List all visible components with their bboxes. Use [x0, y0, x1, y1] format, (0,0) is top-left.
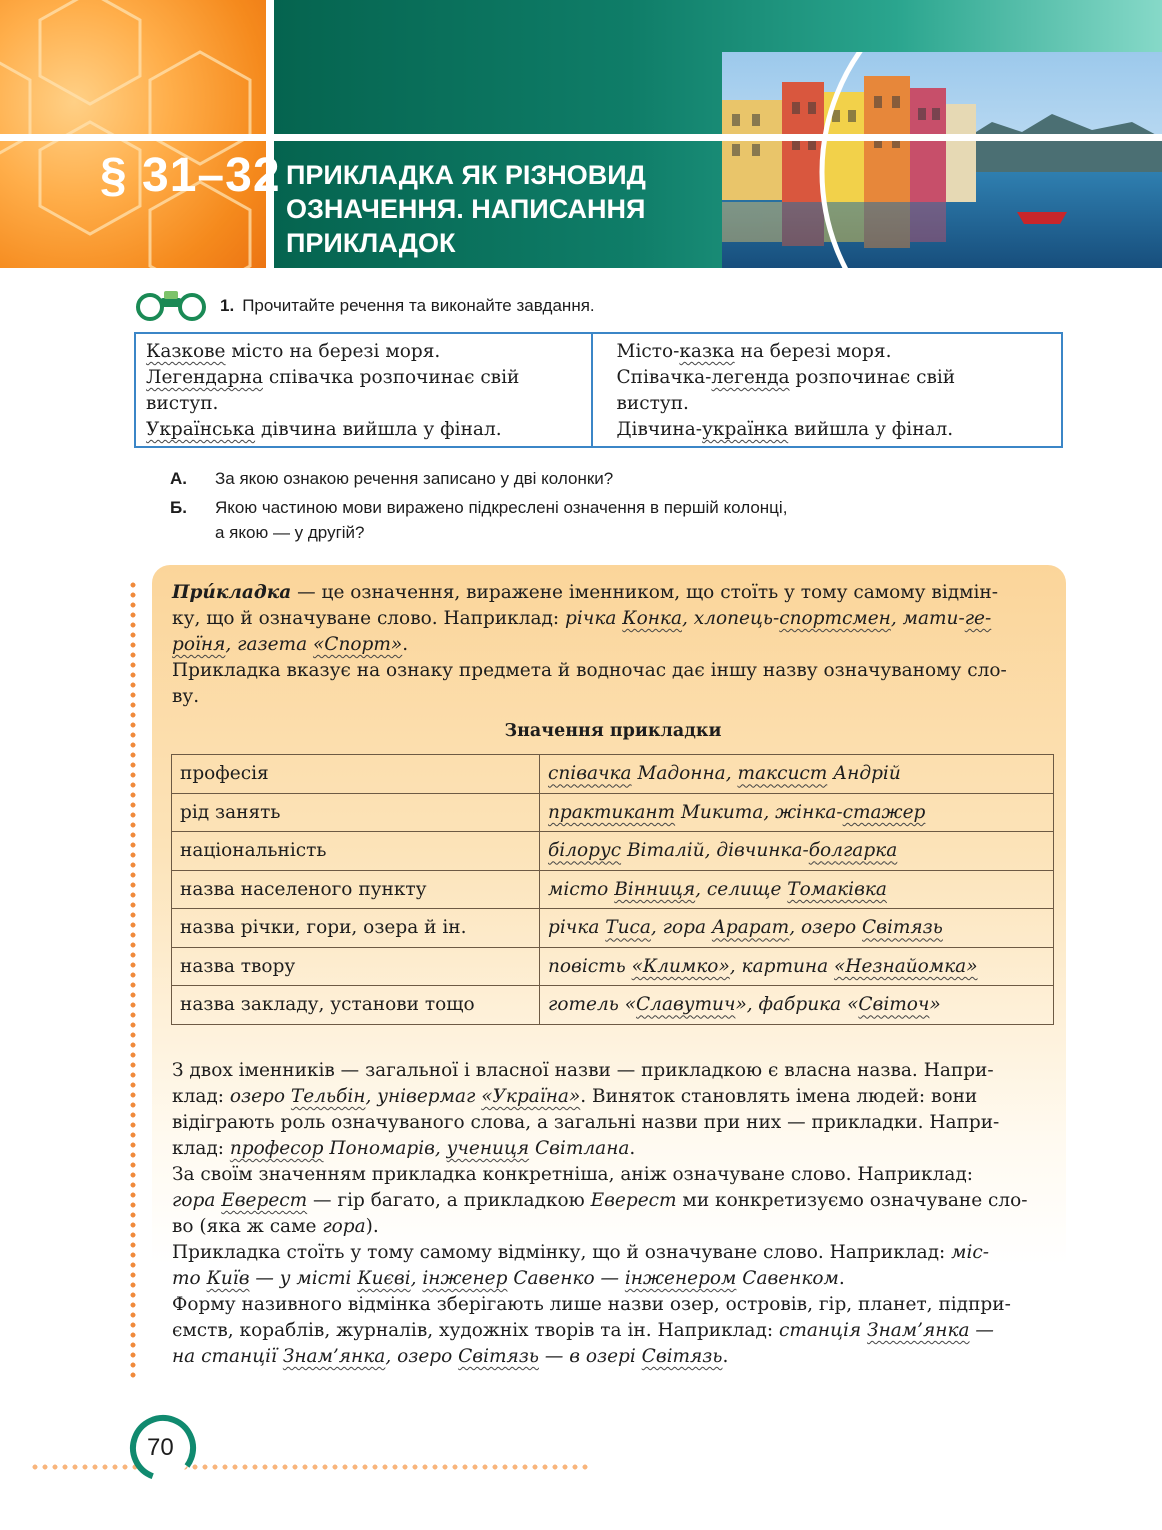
- meaning-cell: національність: [172, 832, 540, 871]
- paragraph-line: Прикладка стоїть у тому самому відмінку, що й означуване слово. Наприклад: міс-: [172, 1242, 989, 1263]
- section-title-line: ПРИКЛАДОК: [286, 228, 456, 258]
- paragraph-line: відіграють роль означуваного слова, а загальні назви при них — прикладки. Напри-: [172, 1112, 1000, 1133]
- section-number: § 31–32: [100, 149, 281, 202]
- table-row: [172, 947, 1054, 986]
- sentence-line: Співачка-легенда розпочинає свій: [616, 367, 956, 388]
- sentence-line: виступ.: [616, 393, 689, 414]
- sentences-right-column: [591, 334, 1062, 446]
- sentences-left-column: [136, 334, 591, 446]
- meaning-cell: назва річки, гори, озера й ін.: [172, 909, 540, 948]
- section-title: [286, 158, 706, 260]
- question-text: За якою ознакою речення записано у дві колонки?: [215, 469, 614, 488]
- example-cell: готель «Славутич», фабрика «Світоч»: [540, 986, 1054, 1025]
- paragraph-line: ємств, кораблів, журналів, художніх творів та ін. Наприклад: станція Знам’янка —: [172, 1320, 994, 1341]
- sentence-line: Дівчина-українка вийшла у фінал.: [616, 419, 954, 440]
- question-text: Якою частиною мови виражено підкреслені означення в першій колонці,: [215, 498, 788, 517]
- paragraph-line: Форму називного відмінка зберігають лише назви озер, островів, гір, планет, підпри-: [172, 1294, 1011, 1315]
- question-letter: А.: [170, 469, 187, 488]
- section-title-line: ОЗНАЧЕННЯ. НАПИСАННЯ: [286, 194, 646, 224]
- sentences-table: [134, 332, 1063, 448]
- table-row: [172, 832, 1054, 871]
- dotted-margin-line: [129, 580, 137, 1380]
- table-row: [172, 986, 1054, 1025]
- header-white-stripe: [0, 134, 1162, 141]
- sentence-line: Легендарна співачка розпочинає свій: [146, 367, 520, 388]
- question-a: [170, 466, 970, 491]
- question-letter: Б.: [170, 498, 187, 517]
- rule-line: При́кладка — це означення, виражене іменником, що стоїть у тому самому відмін-: [172, 582, 999, 603]
- section-title-line: ПРИКЛАДКА ЯК РІЗНОВИД: [286, 160, 646, 190]
- rule-line: ку, що й означуване слово. Наприклад: річка Конка, хлопець-спортсмен, мати-ге-: [172, 608, 992, 629]
- meaning-cell: рід занять: [172, 793, 540, 832]
- question-text-continued: а якою — у другій?: [215, 523, 365, 542]
- rule-paragraphs: [172, 1058, 1054, 1370]
- example-cell: білорус Віталій, дівчинка-болгарка: [540, 832, 1054, 871]
- meaning-cell: професія: [172, 755, 540, 794]
- binoculars-icon: [134, 288, 208, 326]
- example-cell: річка Тиса, гора Арарат, озеро Світязь: [540, 909, 1054, 948]
- sentence-line: Місто-казка на березі моря.: [616, 341, 892, 362]
- sentence-line: Українська дівчина вийшла у фінал.: [146, 419, 502, 440]
- question-b: [170, 495, 970, 545]
- footer-dotted-line: [30, 1463, 590, 1471]
- table-row: [172, 909, 1054, 948]
- paragraph-line: то Київ — у місті Києві, інженер Савенко — інженером Савенком.: [172, 1268, 845, 1289]
- table-row: [172, 755, 1054, 794]
- rule-line: Прикладка вказує на ознаку предмета й водночас дає іншу назву означуваному сло-: [172, 660, 1007, 681]
- sentence-line: Казкове місто на березі моря.: [146, 341, 441, 362]
- example-cell: практикант Микита, жінка-стажер: [540, 793, 1054, 832]
- harbor-photo: [722, 52, 1162, 268]
- table-title: Значення прикладки: [504, 721, 722, 741]
- exercise-instruction: [220, 296, 595, 316]
- meanings-table: [171, 754, 1054, 1025]
- paragraph-line: За своїм значенням прикладка конкретніша, аніж означуване слово. Наприклад:: [172, 1164, 974, 1185]
- exercise-number: 1.: [220, 296, 235, 315]
- table-row: [172, 793, 1054, 832]
- exercise-text: Прочитайте речення та виконайте завдання.: [242, 296, 595, 315]
- example-cell: співачка Мадонна, таксист Андрій: [540, 755, 1054, 794]
- sentence-line: виступ.: [146, 393, 219, 414]
- page-number: 70: [147, 1434, 174, 1461]
- meaning-cell: назва населеного пункту: [172, 870, 540, 909]
- example-cell: місто Вінниця, селище Томаківка: [540, 870, 1054, 909]
- rule-line: роїня, газета «Спорт».: [172, 634, 409, 655]
- meaning-cell: назва твору: [172, 947, 540, 986]
- rule-line: ву.: [172, 686, 200, 707]
- table-row: [172, 870, 1054, 909]
- paragraph-line: клад: професор Пономарів, учениця Світлана.: [172, 1138, 636, 1159]
- rule-term: При́кладка: [172, 582, 292, 603]
- paragraph-line: на станції Знам’янка, озеро Світязь — в озері Світязь.: [172, 1346, 729, 1367]
- paragraph-line: гора Еверест — гір багато, а прикладкою Еверест ми конкретизуємо означуване сло-: [172, 1190, 1028, 1211]
- paragraph-line: клад: озеро Тельбін, універмаг «Україна». Виняток становлять імена людей: вони: [172, 1086, 978, 1107]
- paragraph-line: во (яка ж саме гора).: [172, 1216, 379, 1237]
- example-cell: повість «Климко», картина «Незнайомка»: [540, 947, 1054, 986]
- meaning-cell: назва закладу, установи тощо: [172, 986, 540, 1025]
- rule-definition: [172, 580, 1054, 710]
- paragraph-line: З двох іменників — загальної і власної назви — прикладкою є власна назва. Напри-: [172, 1060, 994, 1081]
